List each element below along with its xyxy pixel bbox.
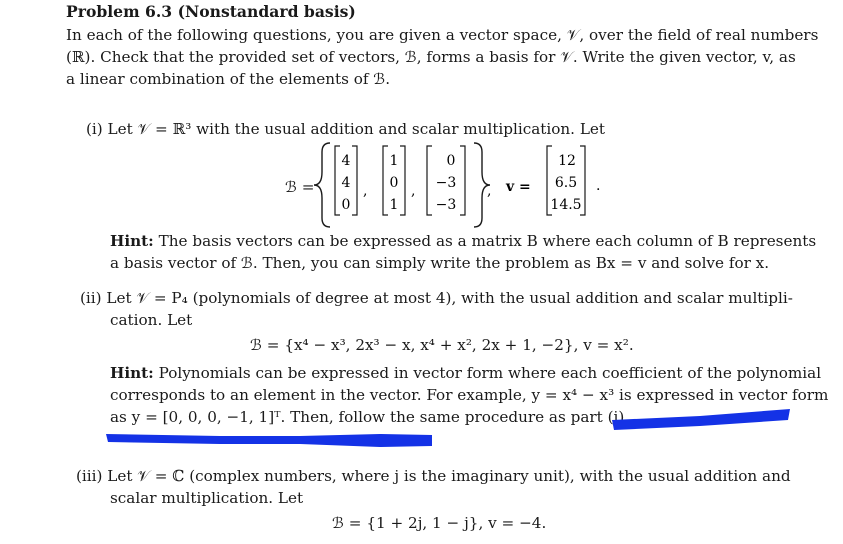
part-i-statement: (i) Let 𝒱 = ℝ³ with the usual addition and scalar multiplication. Let — [86, 120, 606, 138]
intro-line-3: a linear combination of the elements of ℬ. — [66, 70, 391, 88]
part-ii-statement-2: cation. Let — [110, 311, 193, 329]
part-iii-statement-1: (iii) Let 𝒱 = ℂ (complex numbers, where j is the imaginary unit), with the usual addition and — [76, 467, 791, 485]
hint-ii-line-1: Hint: Polynomials can be expressed in vector form where each coefficient of the polynomial — [110, 364, 822, 382]
hint-ii-line-3: as y = [0, 0, 0, −1, 1]ᵀ. Then, follow the same procedure as part (i). — [110, 408, 630, 426]
svg-text:.: . — [596, 178, 601, 194]
basis-label: ℬ = — [285, 178, 315, 196]
basis-v3-e1: 0 — [446, 153, 456, 169]
v-entry-1: 12 — [558, 153, 576, 169]
v-label: v = — [506, 179, 531, 195]
part-ii-equation: ℬ = {x⁴ − x³, 2x³ − x, x⁴ + x², 2x + 1, −2}, v = x². — [250, 336, 634, 354]
basis-v1-e2: 4 — [341, 175, 351, 191]
basis-v3-e3: −3 — [435, 197, 457, 213]
part-ii-statement-1: (ii) Let 𝒱 = P₄ (polynomials of degree at most 4), with the usual addition and scalar multipli- — [80, 289, 793, 307]
hint-i-line-1: Hint: The basis vectors can be expressed as a matrix B where each column of B represents — [110, 232, 817, 250]
v-entry-2: 6.5 — [554, 175, 578, 191]
basis-v2-e3: 1 — [389, 197, 399, 213]
v-entry-3: 14.5 — [550, 197, 582, 213]
basis-v2-e1: 1 — [389, 153, 399, 169]
basis-v3-e2: −3 — [435, 175, 457, 191]
problem-title: Problem 6.3 (Nonstandard basis) — [66, 2, 356, 21]
part-iii-equation: ℬ = {1 + 2j, 1 − j}, v = −4. — [332, 514, 547, 532]
hint-i-line-2: a basis vector of ℬ. Then, you can simply write the problem as Bx = v and solve for x. — [110, 254, 770, 272]
intro-line-2: (ℝ). Check that the provided set of vectors, ℬ, forms a basis for 𝒱. Write the given vector, v, as — [66, 48, 796, 66]
basis-v1-e1: 4 — [341, 153, 351, 169]
hint-ii-line-2: corresponds to an element in the vector. For example, y = x⁴ − x³ is expressed in vector form — [110, 386, 829, 404]
basis-v1-e3: 0 — [341, 197, 351, 213]
part-iii-statement-2: scalar multiplication. Let — [110, 489, 304, 507]
svg-text:,: , — [411, 183, 416, 199]
basis-v2-e2: 0 — [389, 175, 399, 191]
svg-text:,: , — [487, 183, 492, 199]
intro-line-1: In each of the following questions, you are given a vector space, 𝒱, over the field of real numbers — [66, 26, 819, 44]
svg-text:,: , — [363, 183, 368, 199]
